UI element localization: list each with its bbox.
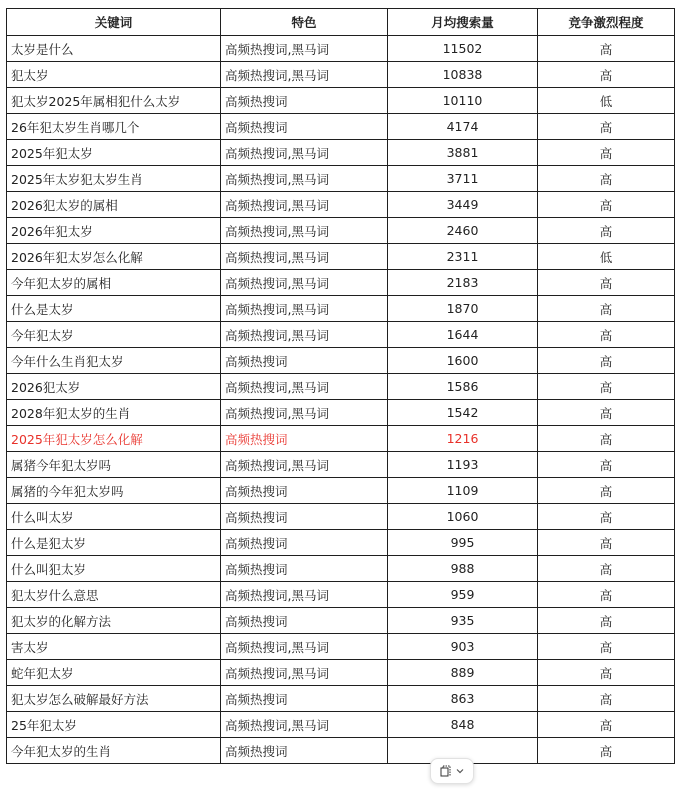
competition-cell: 高 [538, 634, 675, 660]
volume-cell: 2311 [388, 244, 538, 270]
keyword-cell: 什么是太岁 [7, 296, 221, 322]
feature-cell: 高频热搜词,黑马词 [221, 140, 388, 166]
feature-cell: 高频热搜词,黑马词 [221, 582, 388, 608]
feature-cell: 高频热搜词,黑马词 [221, 712, 388, 738]
competition-cell: 高 [538, 322, 675, 348]
volume-cell: 4174 [388, 114, 538, 140]
feature-cell: 高频热搜词,黑马词 [221, 322, 388, 348]
volume-cell: 1193 [388, 452, 538, 478]
keyword-cell: 犯太岁什么意思 [7, 582, 221, 608]
keyword-cell: 2026犯太岁的属相 [7, 192, 221, 218]
keyword-cell: 2026犯太岁 [7, 374, 221, 400]
keyword-cell: 25年犯太岁 [7, 712, 221, 738]
table-row [7, 114, 675, 140]
competition-cell: 高 [538, 452, 675, 478]
competition-cell: 高 [538, 400, 675, 426]
keyword-cell: 什么叫犯太岁 [7, 556, 221, 582]
competition-cell: 高 [538, 712, 675, 738]
keyword-cell: 今年犯太岁的属相 [7, 270, 221, 296]
volume-cell: 1216 [388, 426, 538, 452]
competition-cell: 高 [538, 374, 675, 400]
header-monthly-volume: 月均搜索量 [388, 9, 538, 36]
table-row [7, 62, 675, 88]
competition-cell: 高 [538, 478, 675, 504]
header-feature: 特色 [221, 9, 388, 36]
volume-cell: 2183 [388, 270, 538, 296]
table-row [7, 166, 675, 192]
volume-cell: 10110 [388, 88, 538, 114]
table-row [7, 270, 675, 296]
keyword-cell: 今年犯太岁 [7, 322, 221, 348]
feature-cell: 高频热搜词 [221, 686, 388, 712]
table-row [7, 478, 675, 504]
keyword-cell: 犯太岁2025年属相犯什么太岁 [7, 88, 221, 114]
competition-cell: 高 [538, 166, 675, 192]
table-row [7, 296, 675, 322]
competition-cell: 高 [538, 660, 675, 686]
keyword-cell: 今年什么生肖犯太岁 [7, 348, 221, 374]
feature-cell: 高频热搜词,黑马词 [221, 452, 388, 478]
table-row [7, 192, 675, 218]
volume-cell: 889 [388, 660, 538, 686]
competition-cell: 高 [538, 738, 675, 764]
table-row [7, 140, 675, 166]
keyword-cell: 什么叫太岁 [7, 504, 221, 530]
keyword-cell: 什么是犯太岁 [7, 530, 221, 556]
competition-cell: 高 [538, 530, 675, 556]
volume-cell: 1600 [388, 348, 538, 374]
feature-cell: 高频热搜词 [221, 738, 388, 764]
competition-cell: 高 [538, 582, 675, 608]
competition-cell: 高 [538, 348, 675, 374]
copy-icon[interactable] [440, 765, 452, 777]
keyword-cell: 2028年犯太岁的生肖 [7, 400, 221, 426]
volume-cell: 3711 [388, 166, 538, 192]
competition-cell: 高 [538, 296, 675, 322]
table-body [7, 36, 675, 764]
volume-cell: 959 [388, 582, 538, 608]
keyword-cell: 2025年犯太岁怎么化解 [7, 426, 221, 452]
volume-cell: 10838 [388, 62, 538, 88]
volume-cell: 3449 [388, 192, 538, 218]
keyword-cell: 属猪今年犯太岁吗 [7, 452, 221, 478]
keyword-table-container [6, 8, 674, 764]
keyword-cell: 2025年犯太岁 [7, 140, 221, 166]
volume-cell: 848 [388, 712, 538, 738]
keyword-cell: 太岁是什么 [7, 36, 221, 62]
volume-cell: 988 [388, 556, 538, 582]
table-row [7, 348, 675, 374]
feature-cell: 高频热搜词 [221, 348, 388, 374]
competition-cell: 高 [538, 608, 675, 634]
feature-cell: 高频热搜词,黑马词 [221, 270, 388, 296]
feature-cell: 高频热搜词 [221, 504, 388, 530]
competition-cell: 高 [538, 36, 675, 62]
keyword-cell: 2026年犯太岁 [7, 218, 221, 244]
volume-cell: 1586 [388, 374, 538, 400]
volume-cell: 995 [388, 530, 538, 556]
header-keyword: 关键词 [7, 9, 221, 36]
keyword-cell: 属猪的今年犯太岁吗 [7, 478, 221, 504]
table-row [7, 374, 675, 400]
keyword-cell: 犯太岁的化解方法 [7, 608, 221, 634]
feature-cell: 高频热搜词,黑马词 [221, 36, 388, 62]
competition-cell: 高 [538, 62, 675, 88]
table-row [7, 660, 675, 686]
keyword-cell: 蛇年犯太岁 [7, 660, 221, 686]
volume-cell: 863 [388, 686, 538, 712]
table-row [7, 504, 675, 530]
volume-cell: 11502 [388, 36, 538, 62]
table-row [7, 426, 675, 452]
keyword-cell: 今年犯太岁的生肖 [7, 738, 221, 764]
table-row [7, 400, 675, 426]
table-row [7, 244, 675, 270]
volume-cell: 903 [388, 634, 538, 660]
table-row [7, 452, 675, 478]
competition-cell: 高 [538, 426, 675, 452]
table-row [7, 218, 675, 244]
volume-cell: 935 [388, 608, 538, 634]
volume-cell: 1870 [388, 296, 538, 322]
header-row [7, 9, 675, 36]
table-row [7, 686, 675, 712]
table-row [7, 36, 675, 62]
volume-cell: 1109 [388, 478, 538, 504]
table-row [7, 556, 675, 582]
keyword-cell: 2025年太岁犯太岁生肖 [7, 166, 221, 192]
feature-cell: 高频热搜词,黑马词 [221, 62, 388, 88]
volume-cell: 1060 [388, 504, 538, 530]
feature-cell: 高频热搜词 [221, 530, 388, 556]
volume-cell: 2460 [388, 218, 538, 244]
feature-cell: 高频热搜词,黑马词 [221, 192, 388, 218]
competition-cell: 高 [538, 140, 675, 166]
feature-cell: 高频热搜词,黑马词 [221, 660, 388, 686]
competition-cell: 高 [538, 504, 675, 530]
feature-cell: 高频热搜词,黑马词 [221, 634, 388, 660]
feature-cell: 高频热搜词 [221, 114, 388, 140]
keyword-table [6, 8, 675, 764]
feature-cell: 高频热搜词 [221, 556, 388, 582]
competition-cell: 高 [538, 114, 675, 140]
competition-cell: 高 [538, 192, 675, 218]
table-row [7, 88, 675, 114]
feature-cell: 高频热搜词 [221, 426, 388, 452]
feature-cell: 高频热搜词,黑马词 [221, 374, 388, 400]
keyword-cell: 犯太岁怎么破解最好方法 [7, 686, 221, 712]
competition-cell: 高 [538, 270, 675, 296]
table-row [7, 322, 675, 348]
competition-cell: 低 [538, 88, 675, 114]
floating-toolbar[interactable] [430, 758, 474, 784]
volume-cell: 1542 [388, 400, 538, 426]
feature-cell: 高频热搜词,黑马词 [221, 218, 388, 244]
keyword-cell: 2026年犯太岁怎么化解 [7, 244, 221, 270]
feature-cell: 高频热搜词 [221, 88, 388, 114]
chevron-down-icon[interactable] [456, 767, 464, 775]
feature-cell: 高频热搜词,黑马词 [221, 296, 388, 322]
competition-cell: 低 [538, 244, 675, 270]
keyword-cell: 害太岁 [7, 634, 221, 660]
header-competition: 竞争激烈程度 [538, 9, 675, 36]
volume-cell: 3881 [388, 140, 538, 166]
feature-cell: 高频热搜词 [221, 478, 388, 504]
table-row [7, 530, 675, 556]
keyword-cell: 26年犯太岁生肖哪几个 [7, 114, 221, 140]
table-row [7, 634, 675, 660]
competition-cell: 高 [538, 686, 675, 712]
keyword-cell: 犯太岁 [7, 62, 221, 88]
table-row [7, 582, 675, 608]
table-row [7, 712, 675, 738]
table-row [7, 608, 675, 634]
volume-cell: 1644 [388, 322, 538, 348]
competition-cell: 高 [538, 218, 675, 244]
feature-cell: 高频热搜词,黑马词 [221, 244, 388, 270]
feature-cell: 高频热搜词,黑马词 [221, 166, 388, 192]
table-row [7, 738, 675, 764]
competition-cell: 高 [538, 556, 675, 582]
feature-cell: 高频热搜词 [221, 608, 388, 634]
feature-cell: 高频热搜词,黑马词 [221, 400, 388, 426]
